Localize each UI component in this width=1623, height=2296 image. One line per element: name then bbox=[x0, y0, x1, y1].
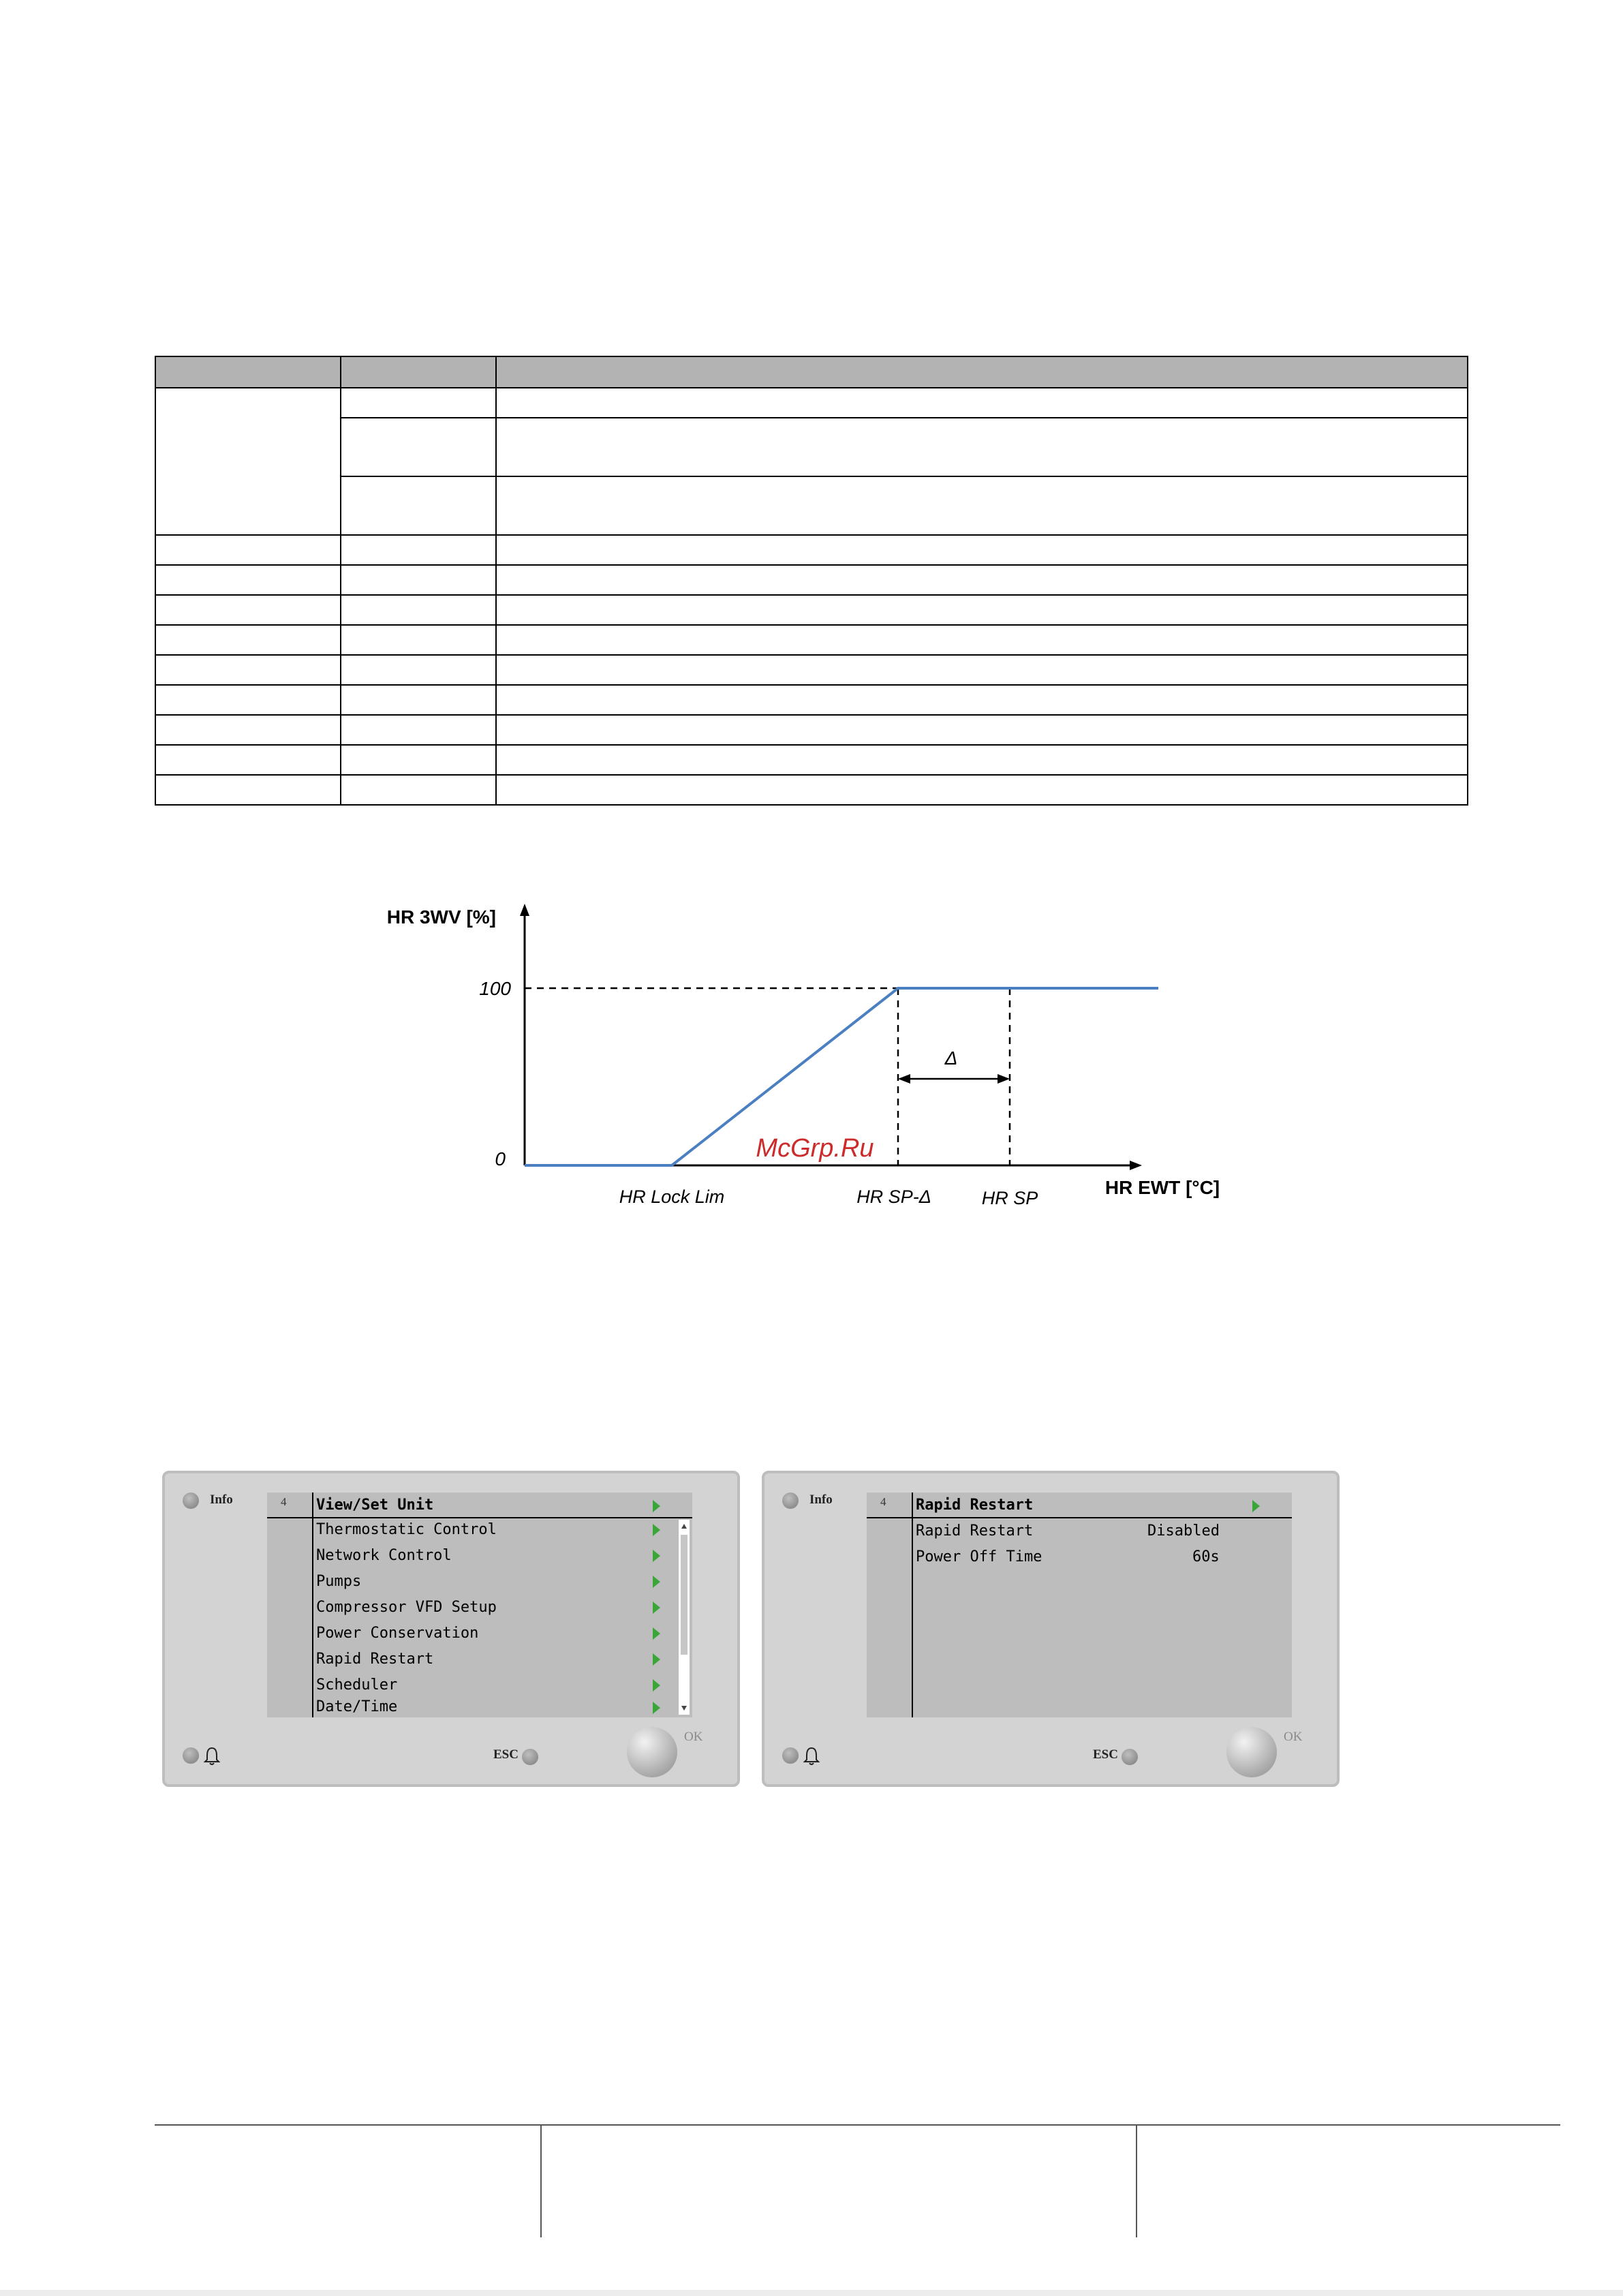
setting-label-rapid-restart[interactable]: Rapid Restart bbox=[916, 1522, 1034, 1540]
info-led-icon bbox=[782, 1493, 799, 1509]
table-row bbox=[155, 715, 1468, 745]
play-triangle-icon[interactable] bbox=[653, 1550, 660, 1562]
table-cell bbox=[155, 715, 341, 745]
table-cell bbox=[155, 625, 341, 655]
y-axis-label: HR 3WV [%] bbox=[386, 906, 496, 928]
play-triangle-icon[interactable] bbox=[653, 1702, 660, 1714]
table-cell bbox=[341, 655, 496, 685]
table-cell bbox=[496, 625, 1468, 655]
menu-item-pumps[interactable]: Pumps bbox=[316, 1573, 362, 1590]
table-cell bbox=[496, 775, 1468, 805]
info-label: Info bbox=[210, 1493, 233, 1507]
table-cell bbox=[155, 655, 341, 685]
menu-item-scheduler[interactable]: Scheduler bbox=[316, 1677, 398, 1694]
setting-value-rapid-restart[interactable]: Disabled bbox=[1147, 1522, 1220, 1540]
alarm-led-icon bbox=[782, 1747, 799, 1764]
x-tick-hr-lock-lim: HR Lock Lim bbox=[619, 1187, 725, 1207]
menu-item-power-conservation[interactable]: Power Conservation bbox=[316, 1625, 479, 1642]
hr-3wv-chart bbox=[368, 879, 1254, 1234]
delta-right-arrow-icon bbox=[998, 1074, 1010, 1084]
controller-panel-rapid-restart bbox=[762, 1471, 1340, 1787]
table-cell bbox=[496, 595, 1468, 625]
table-cell bbox=[496, 418, 1468, 476]
table-cell bbox=[496, 745, 1468, 775]
table-cell bbox=[496, 476, 1468, 535]
table-cell bbox=[496, 715, 1468, 745]
menu-number: 4 bbox=[880, 1495, 886, 1508]
x-axis-label: HR EWT [°C] bbox=[1104, 1177, 1220, 1198]
table-cell bbox=[155, 685, 341, 715]
table-header-cell bbox=[155, 356, 341, 388]
table-cell bbox=[155, 595, 341, 625]
footer-divider bbox=[540, 2126, 542, 2237]
screen-divider bbox=[912, 1493, 913, 1717]
controller-panel-view-set-unit bbox=[162, 1471, 740, 1787]
scroll-down-icon[interactable] bbox=[681, 1706, 687, 1711]
table-cell bbox=[496, 565, 1468, 595]
esc-label: ESC bbox=[493, 1747, 519, 1762]
table-cell bbox=[155, 388, 341, 535]
page-bottom-strip bbox=[0, 2290, 1623, 2296]
play-triangle-icon[interactable] bbox=[653, 1679, 660, 1692]
delta-left-arrow-icon bbox=[898, 1074, 910, 1084]
menu-title: Rapid Restart bbox=[916, 1497, 1034, 1514]
x-axis-arrow-icon bbox=[1130, 1161, 1142, 1170]
play-triangle-icon[interactable] bbox=[653, 1576, 660, 1588]
bell-icon[interactable] bbox=[203, 1746, 221, 1766]
alarm-led-icon bbox=[183, 1747, 199, 1764]
play-triangle-icon[interactable] bbox=[653, 1653, 660, 1666]
table-row bbox=[155, 595, 1468, 625]
watermark: McGrp.Ru bbox=[756, 1134, 874, 1163]
parameter-table bbox=[155, 356, 1468, 806]
table-header-row bbox=[155, 356, 1468, 388]
table-row bbox=[155, 476, 1468, 535]
table-row bbox=[155, 418, 1468, 476]
y-axis-arrow-icon bbox=[520, 904, 529, 916]
menu-number: 4 bbox=[281, 1495, 287, 1508]
table-cell bbox=[341, 418, 496, 476]
x-tick-hr-sp-delta: HR SP-Δ bbox=[856, 1187, 931, 1207]
play-triangle-icon bbox=[653, 1500, 660, 1512]
table-cell bbox=[341, 715, 496, 745]
table-cell bbox=[496, 655, 1468, 685]
table-cell bbox=[496, 388, 1468, 418]
bell-icon[interactable] bbox=[803, 1746, 820, 1766]
esc-button[interactable] bbox=[1122, 1749, 1138, 1765]
footer-divider bbox=[1136, 2126, 1137, 2237]
ok-label: OK bbox=[1284, 1730, 1303, 1744]
screen-divider bbox=[312, 1493, 313, 1717]
footer-rule bbox=[155, 2124, 1560, 2126]
play-triangle-icon bbox=[1252, 1500, 1260, 1512]
table-cell bbox=[155, 535, 341, 565]
table-row bbox=[155, 655, 1468, 685]
menu-item-date-time[interactable]: Date/Time bbox=[316, 1698, 398, 1715]
info-label: Info bbox=[809, 1493, 833, 1507]
table-cell bbox=[341, 565, 496, 595]
y-tick-0: 0 bbox=[495, 1148, 506, 1169]
setting-value-power-off-time[interactable]: 60s bbox=[1192, 1548, 1220, 1565]
table-cell bbox=[155, 775, 341, 805]
menu-item-rapid-restart[interactable]: Rapid Restart bbox=[316, 1651, 434, 1668]
table-header-cell bbox=[496, 356, 1468, 388]
menu-item-compressor-vfd-setup[interactable]: Compressor VFD Setup bbox=[316, 1599, 497, 1616]
table-header-cell bbox=[341, 356, 496, 388]
table-row bbox=[155, 565, 1468, 595]
table-cell bbox=[341, 775, 496, 805]
x-tick-hr-sp: HR SP bbox=[981, 1188, 1038, 1208]
esc-label: ESC bbox=[1093, 1747, 1118, 1762]
table-cell bbox=[341, 535, 496, 565]
table-cell bbox=[341, 388, 496, 418]
table-cell bbox=[341, 745, 496, 775]
table-row bbox=[155, 535, 1468, 565]
setting-label-power-off-time[interactable]: Power Off Time bbox=[916, 1548, 1042, 1565]
table-row bbox=[155, 388, 1468, 418]
play-triangle-icon[interactable] bbox=[653, 1602, 660, 1614]
ok-label: OK bbox=[684, 1730, 703, 1744]
ok-knob-icon[interactable] bbox=[1226, 1727, 1277, 1777]
table-row bbox=[155, 685, 1468, 715]
esc-button[interactable] bbox=[522, 1749, 538, 1765]
table-row bbox=[155, 625, 1468, 655]
table-row bbox=[155, 745, 1468, 775]
lcd-screen bbox=[267, 1493, 692, 1717]
scrollbar-thumb[interactable] bbox=[681, 1535, 687, 1655]
lcd-screen bbox=[867, 1493, 1292, 1717]
menu-scrollbar[interactable] bbox=[679, 1520, 690, 1715]
menu-item-thermostatic-control[interactable]: Thermostatic Control bbox=[316, 1521, 497, 1538]
table-cell bbox=[155, 565, 341, 595]
delta-label: Δ bbox=[944, 1047, 958, 1069]
play-triangle-icon[interactable] bbox=[653, 1524, 660, 1536]
menu-item-network-control[interactable]: Network Control bbox=[316, 1547, 452, 1564]
play-triangle-icon[interactable] bbox=[653, 1627, 660, 1640]
title-underline bbox=[867, 1517, 1292, 1518]
info-led-icon bbox=[183, 1493, 199, 1509]
table-row bbox=[155, 775, 1468, 805]
menu-title: View/Set Unit bbox=[316, 1497, 434, 1514]
parameter-table-grid bbox=[155, 356, 1468, 806]
table-cell bbox=[496, 535, 1468, 565]
scroll-up-icon[interactable] bbox=[681, 1524, 687, 1529]
table-cell bbox=[155, 745, 341, 775]
table-cell bbox=[341, 595, 496, 625]
table-cell bbox=[496, 685, 1468, 715]
table-cell bbox=[341, 685, 496, 715]
table-cell bbox=[341, 625, 496, 655]
ok-knob-icon[interactable] bbox=[627, 1727, 677, 1777]
y-tick-100: 100 bbox=[479, 978, 511, 999]
table-cell bbox=[341, 476, 496, 535]
